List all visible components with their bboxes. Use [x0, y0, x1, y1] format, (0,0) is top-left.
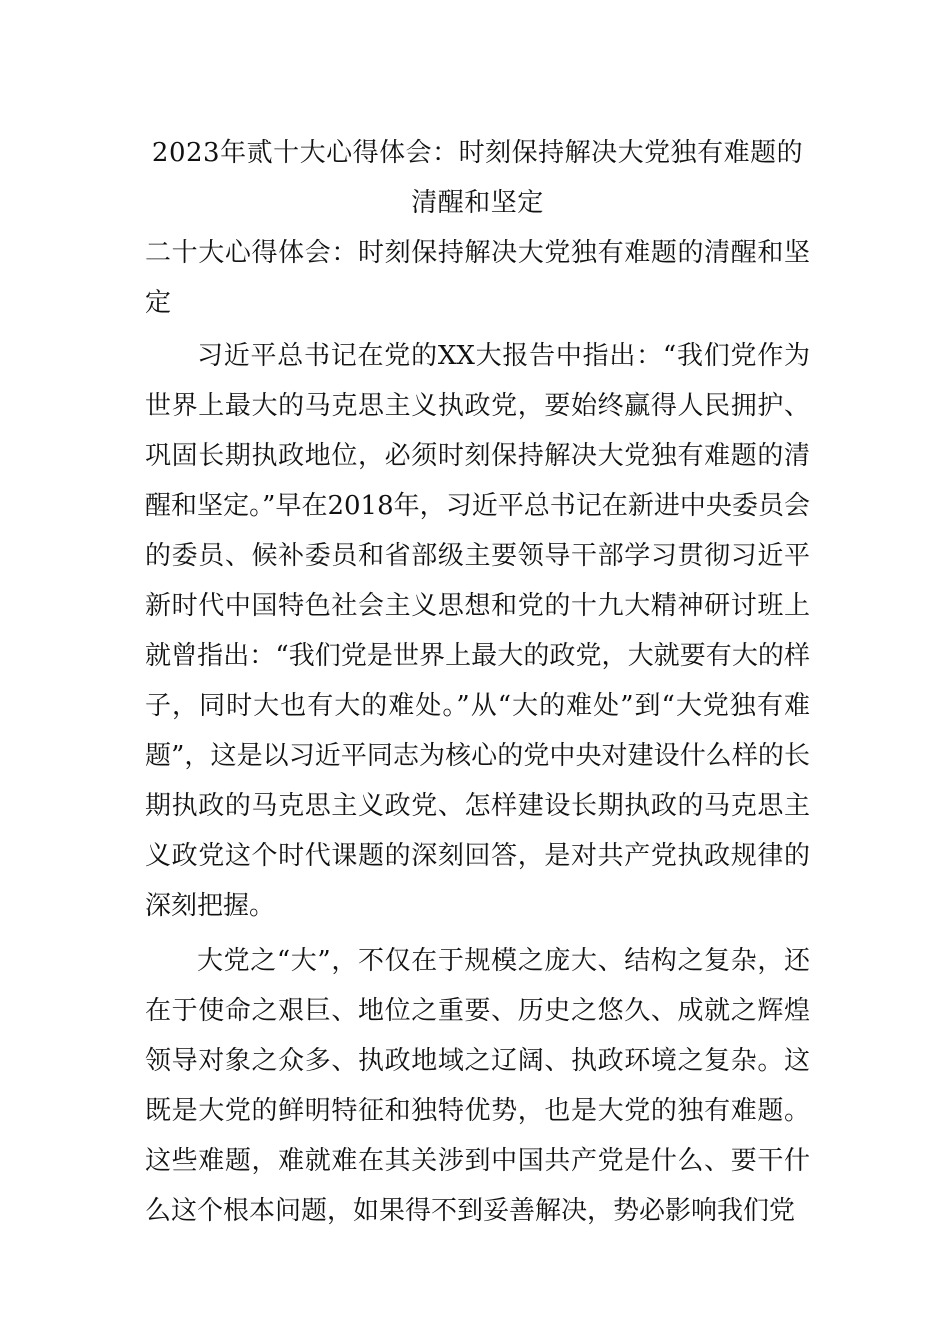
document-body — [145, 128, 810, 1236]
paragraph: 习近平总书记在党的XX大报告中指出：“我们党作为世界上最大的马克思主义执政党，要始终赢得人民拥护、巩固长期执政地位，必须时刻保持解决大党独有难题的清醒和坚定。”早在2018年，习近平总书记在新进中央委员会的委员、候补委员和省部级主要领导干部学习贯彻习近平新时代中国特色社会主义思想和党的十九大精神研讨班上就曾指出：“我们党是世界上最大的政党，大就要有大的样子，同时大也有大的难处。”从“大的难处”到“大党独有难题”，这是以习近平同志为核心的党中央对建设什么样的长期执政的马克思主义政党、怎样建设长期执政的马克思主义政党这个时代课题的深刻回答，是对共产党执政规律的深刻把握。 — [145, 341, 810, 921]
paragraph: 大党之“大”，不仅在于规模之庞大、结构之复杂，还在于使命之艰巨、地位之重要、历史之悠久、成就之辉煌领导对象之众多、执政地域之辽阔、执政环境之复杂。这既是大党的鲜明特征和独特优势，也是大党的独有难题。这些难题，难就难在其关涉到中国共产党是什么、要干什么这个根本问题，如果得不到妥善解决，势必影响我们党 — [145, 946, 810, 1226]
document-subtitle: 二十大心得体会：时刻保持解决大党独有难题的清醒和坚定 — [145, 238, 810, 318]
document-title: 2023年贰十大心得体会：时刻保持解决大党独有难题的清醒和坚定 — [151, 138, 804, 218]
